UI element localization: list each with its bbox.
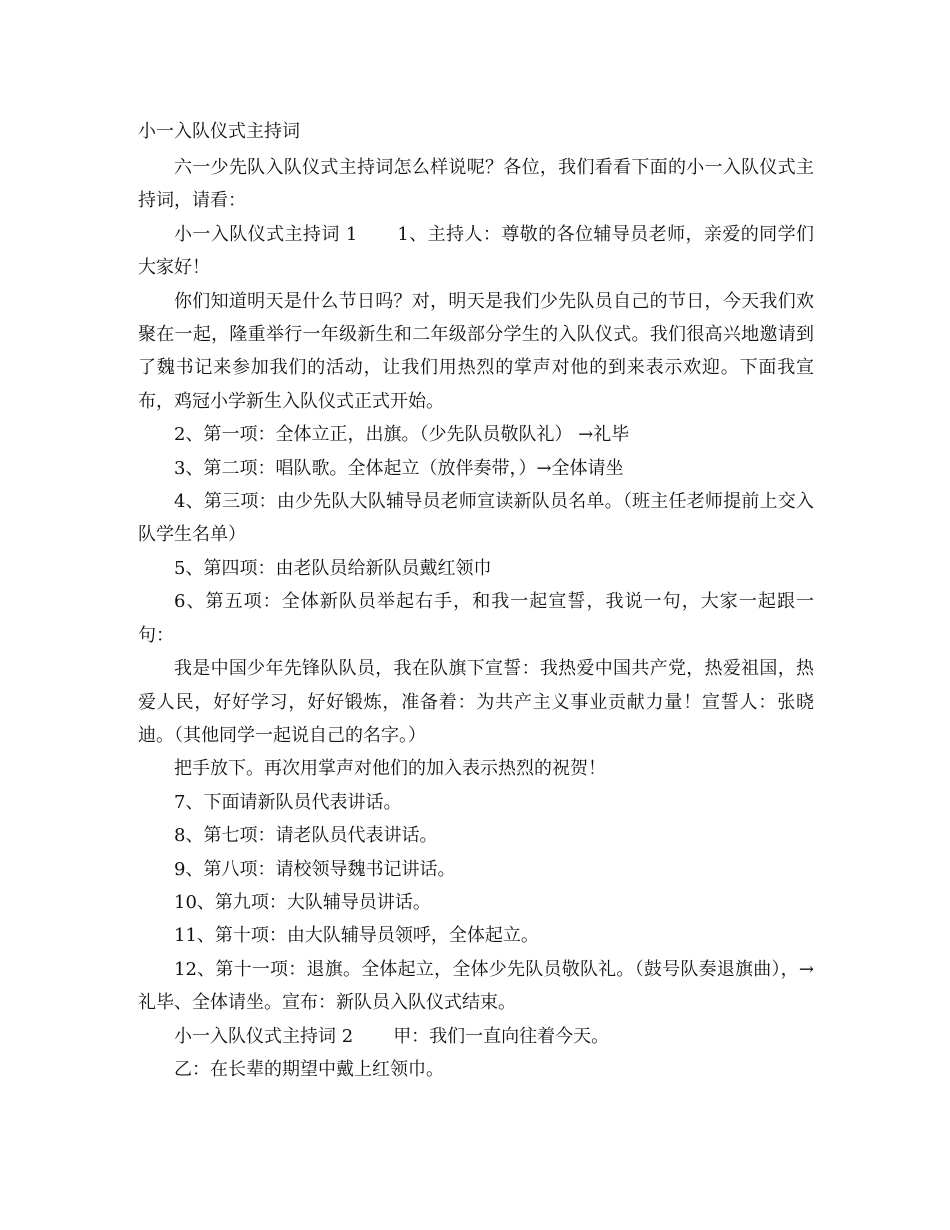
list-item — [138, 786, 814, 819]
list-item — [138, 953, 814, 1020]
paragraph-text: 你们知道明天是什么节日吗？对，明天是我们少先队员自己的节日，今天我们欢聚在一起，隆重举行一年级新生和二年级部分学生的入队仪式。我们很高兴地邀请到了魏书记来参加我们的活动，让我们用热烈的掌声对他的到来表示欢迎。下面我宣布，鸡冠小学新生入队仪式正式开始。 — [138, 290, 814, 412]
document-page — [138, 118, 814, 1086]
section-heading-1: 小一入队仪式主持词 1 — [174, 223, 358, 245]
paragraph-text: 4、第三项：由少先队大队辅导员老师宣读新队员名单。（班主任老师提前上交入队学生名单） — [138, 491, 814, 546]
paragraph-text: 8、第七项：请老队员代表讲话。 — [174, 825, 438, 847]
list-item — [138, 452, 814, 485]
list-item — [138, 418, 814, 451]
paragraph-text: 2、第一项：全体立正，出旗。（少先队员敬队礼） →礼毕 — [174, 424, 630, 446]
paragraph-text: 11、第十项：由大队辅导员领呼，全体起立。 — [174, 925, 539, 947]
list-item — [138, 585, 814, 652]
list-item — [138, 853, 814, 886]
intro-paragraph — [138, 151, 814, 218]
paragraph-text: 六一少先队入队仪式主持词怎么样说呢？各位，我们看看下面的小一入队仪式主持词，请看： — [138, 157, 814, 212]
list-item — [138, 919, 814, 952]
paragraph-text: 9、第八项：请校领导魏书记讲话。 — [174, 858, 456, 880]
document-title: 小一入队仪式主持词 — [138, 121, 300, 142]
paragraph-text: 7、下面请新队员代表讲话。 — [174, 791, 402, 813]
dialogue-line — [138, 1053, 814, 1086]
list-item — [138, 819, 814, 852]
paragraph-text: 乙：在长辈的期望中戴上红领巾。 — [174, 1058, 444, 1080]
paragraph-text: 5、第四项：由老队员给新队员戴红领巾 — [174, 557, 492, 579]
oath-paragraph — [138, 652, 814, 752]
paragraph-text: 甲：我们一直向往着今天。 — [393, 1025, 610, 1047]
list-item — [138, 886, 814, 919]
section-1-paragraph — [138, 218, 814, 285]
paragraph-text: 把手放下。再次用掌声对他们的加入表示热烈的祝贺！ — [174, 758, 606, 780]
list-item — [138, 552, 814, 585]
paragraph-text: 6、第五项：全体新队员举起右手，和我一起宣誓，我说一句，大家一起跟一句： — [138, 591, 814, 646]
body-paragraph — [138, 752, 814, 785]
section-2-paragraph — [138, 1020, 814, 1053]
section-heading-2: 小一入队仪式主持词 2 — [174, 1025, 354, 1047]
paragraph-text: 3、第二项：唱队歌。全体起立（放伴奏带，）→全体请坐 — [174, 457, 624, 479]
paragraph-text: 我是中国少年先锋队队员，我在队旗下宣誓：我热爱中国共产党，热爱祖国，热爱人民，好好学习，好好锻炼，准备着：为共产主义事业贡献力量！宣誓人：张晓迪。（其他同学一起说自己的名字。） — [138, 658, 814, 746]
body-paragraph — [138, 285, 814, 419]
paragraph-text: 10、第九项：大队辅导员讲话。 — [174, 891, 431, 913]
paragraph-text: 12、第十一项：退旗。全体起立，全体少先队员敬队礼。（鼓号队奏退旗曲），→礼毕、全体请坐。宣布：新队员入队仪式结束。 — [138, 958, 814, 1014]
list-item — [138, 485, 814, 552]
paragraph-text: 1、主持人：尊敬的各位辅导员老师，亲爱的同学们大家好！ — [138, 223, 814, 279]
